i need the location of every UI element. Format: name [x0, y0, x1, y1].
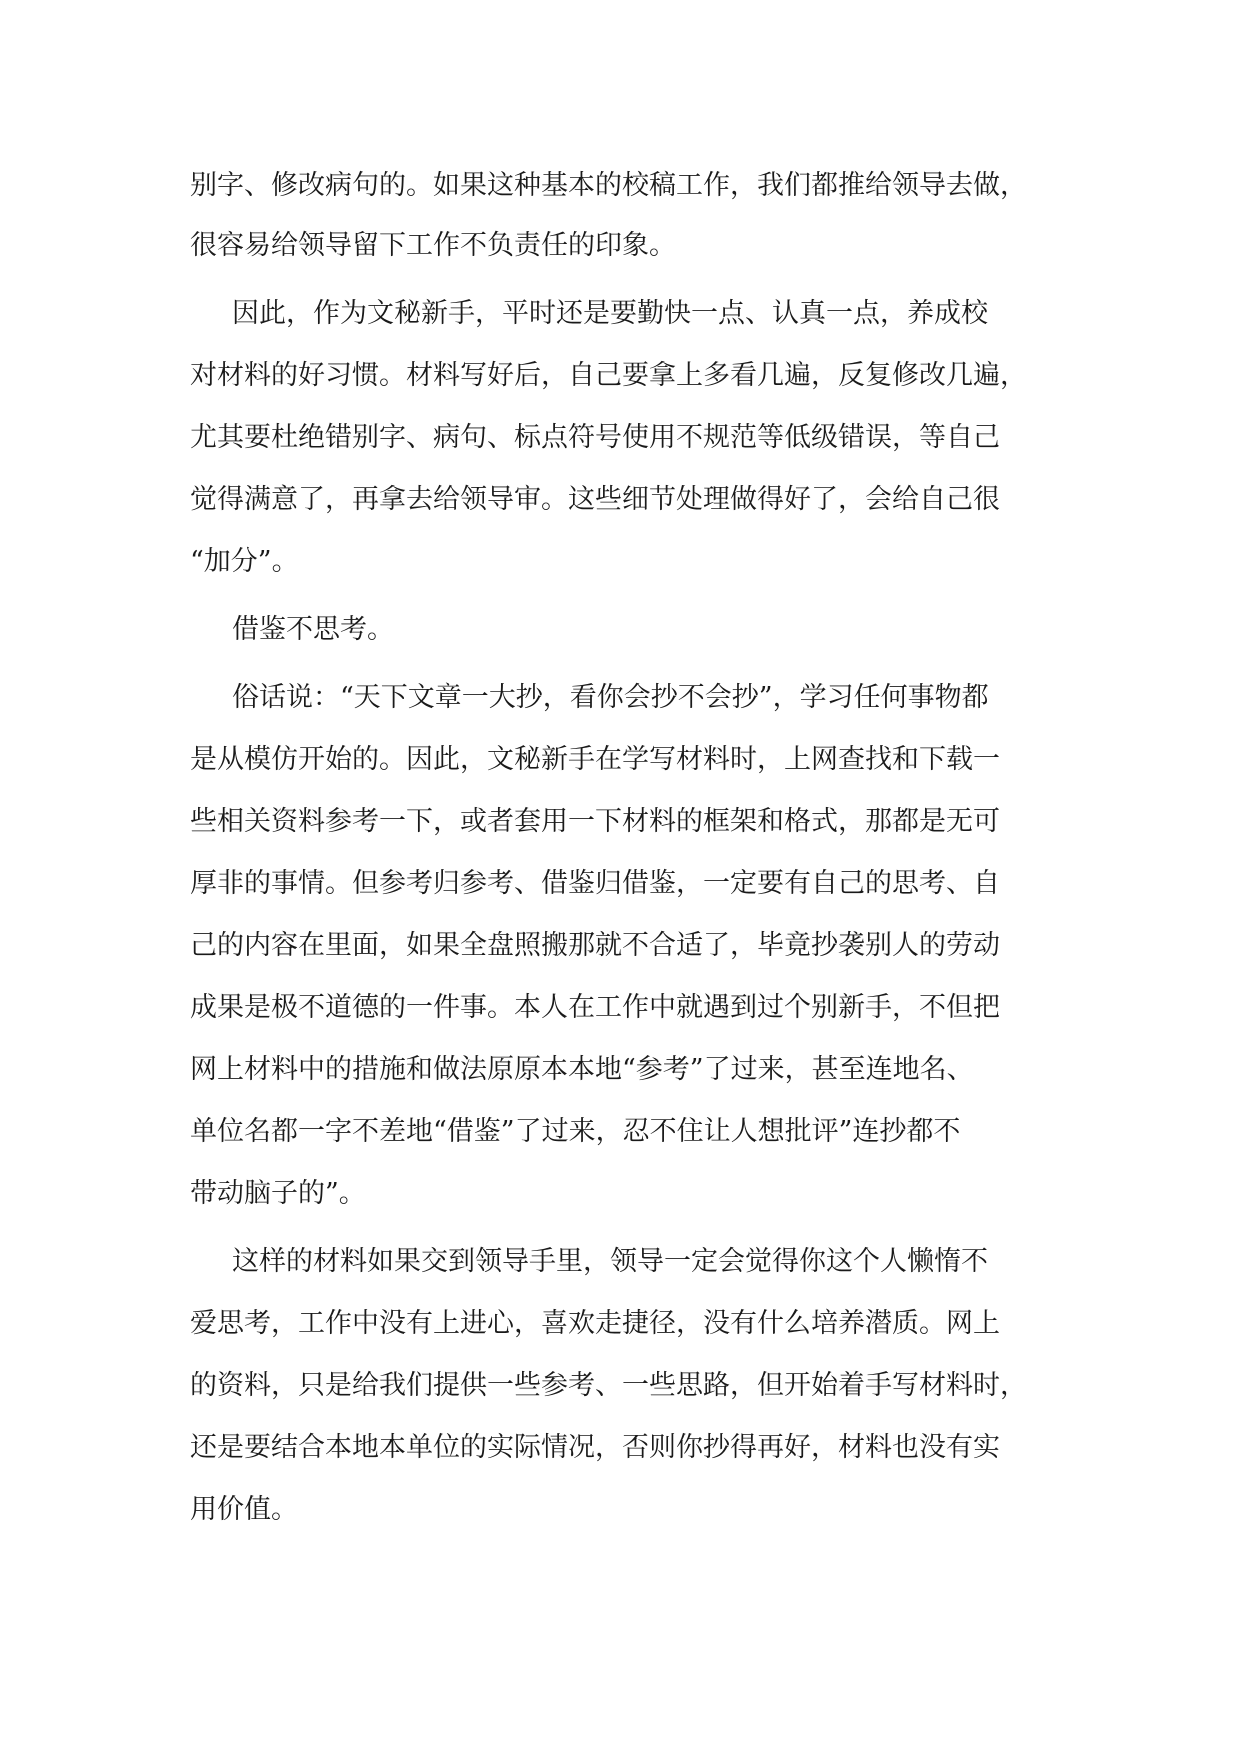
text-line: 单位名都一字不差地“借鉴”了过来，忍不住让人想批评”连抄都不 — [190, 1116, 961, 1147]
text-line: 用价值。 — [190, 1494, 298, 1525]
text-line: 是从模仿开始的。因此，文秘新手在学写材料时，上网查找和下载一 — [190, 744, 1000, 775]
text-line: 些相关资料参考一下，或者套用一下材料的框架和格式，那都是无可 — [190, 806, 1000, 837]
text-line: 对材料的好习惯。材料写好后，自己要拿上多看几遍，反复修改几遍， — [190, 360, 1027, 391]
text-line: 成果是极不道德的一件事。本人在工作中就遇到过个别新手，不但把 — [190, 992, 1000, 1023]
text-line: 很容易给领导留下工作不负责任的印象。 — [190, 230, 676, 261]
text-line: 还是要结合本地本单位的实际情况，否则你抄得再好，材料也没有实 — [190, 1432, 1000, 1463]
text-line: 带动脑子的”。 — [190, 1178, 366, 1209]
text-line: 别字、修改病句的。如果这种基本的校稿工作，我们都推给领导去做， — [190, 170, 1027, 201]
text-line: 的资料，只是给我们提供一些参考、一些思路，但开始着手写材料时， — [190, 1370, 1027, 1401]
text-line: 网上材料中的措施和做法原原本本地“参考”了过来，甚至连地名、 — [190, 1054, 974, 1085]
text-line: 尤其要杜绝错别字、病句、标点符号使用不规范等低级错误，等自己 — [190, 422, 1000, 453]
text-line: 这样的材料如果交到领导手里，领导一定会觉得你这个人懒惰不 — [232, 1246, 988, 1277]
text-line: “加分”。 — [190, 546, 299, 577]
text-line: 因此，作为文秘新手，平时还是要勤快一点、认真一点，养成校 — [232, 298, 988, 329]
text-line: 借鉴不思考。 — [232, 614, 394, 645]
text-line: 厚非的事情。但参考归参考、借鉴归借鉴，一定要有自己的思考、自 — [190, 868, 1000, 899]
text-line: 觉得满意了，再拿去给领导审。这些细节处理做得好了，会给自己很 — [190, 484, 1000, 515]
text-line: 俗话说：“天下文章一大抄，看你会抄不会抄”，学习任何事物都 — [232, 682, 989, 713]
text-line: 爱思考，工作中没有上进心，喜欢走捷径，没有什么培养潜质。网上 — [190, 1308, 1000, 1339]
text-line: 己的内容在里面，如果全盘照搬那就不合适了，毕竟抄袭别人的劳动 — [190, 930, 1000, 961]
